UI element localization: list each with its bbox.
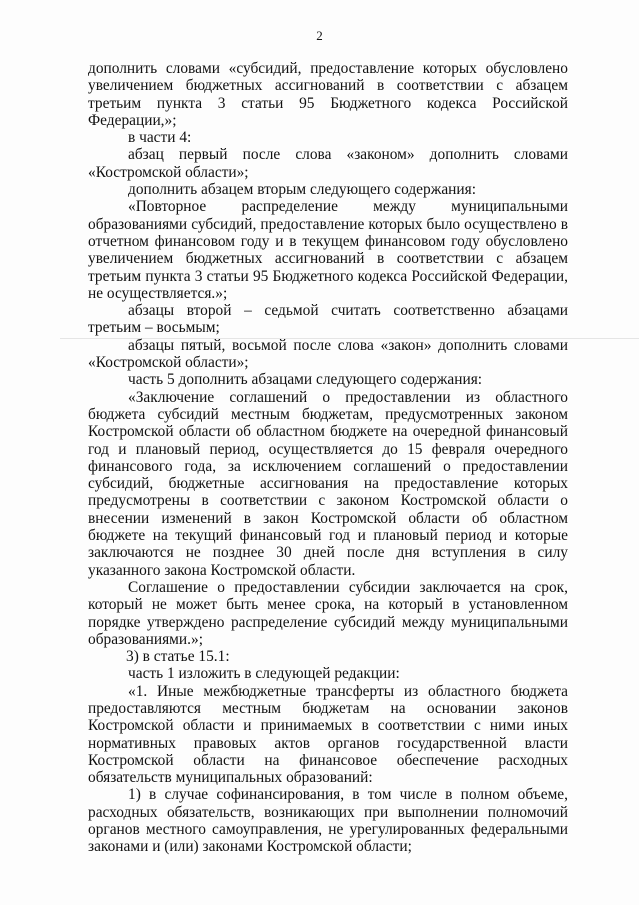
paragraph-11: 3) в статье 15.1:	[126, 648, 230, 666]
paragraph-2: в части 4:	[128, 129, 192, 147]
page-number: 2	[316, 28, 323, 43]
paragraph-6: абзацы второй – седьмой считать соответственно абзацами третьим – восьмым;	[88, 302, 568, 337]
paragraph-3: абзац первый после слова «законом» дополнить словами «Костромской области»;	[88, 146, 568, 181]
paragraph-14: 1) в случае софинансирования, в том числе в полном объеме, расходных обязательств, возникающих при выполнении полномочий органов местного самоуправления, не урегулированных федеральными законами и (или) законами Костромской области;	[88, 786, 568, 856]
paragraph-9: «Заключение соглашений о предоставлении из областного бюджета субсидий местным бюджетам, предусмотренных законом Костромской области об областном бюджете на очередной финансовый год и плановый период, осуществляется до 15 февраля очередного финансового года, за исключением соглашений о предоставлении субсидий, бюджетные ассигнования на предоставление которых предусмотрены в соответствии с законом Костромской области о внесении изменений в закон Костромской области об областном бюджете на текущий финансовый год и плановый период и которые заключаются не позднее 30 дней после дня вступления в силу указанного закона Костромской области.	[88, 388, 568, 579]
paragraph-8: часть 5 дополнить абзацами следующего содержания:	[128, 371, 483, 389]
paragraph-12: часть 1 изложить в следующей редакции:	[128, 665, 400, 683]
paragraph-1: дополнить словами «субсидий, предоставление которых обусловлено увеличением бюджетных ассигнований в соответствии с абзацем третьим пункта 3 статьи 95 Бюджетного кодекса Российской Федерации,»;	[88, 60, 568, 129]
paragraph-13: «1. Иные межбюджетные трансферты из областного бюджета предоставляются местным бюджетам на основании законов Костромской области и принимаемых в соответствии с ними иных нормативных правовых актов органов государственной власти Костромской области на финансовое обеспечение расходных обязательств муниципальных образований:	[88, 682, 568, 787]
paragraph-4: дополнить абзацем вторым следующего содержания:	[128, 181, 477, 199]
paragraph-7: абзацы пятый, восьмой после слова «закон» дополнить словами «Костромской области»;	[88, 336, 568, 372]
paragraph-5: «Повторное распределение между муниципальными образованиями субсидий, предоставление которых было осуществлено в отчетном финансовом году и в текущем финансовом году обусловлено увеличением бюджетных ассигнований в соответствии с абзацем третьим пункта 3 статьи 95 Бюджетного кодекса Российской Федерации, не осуществляется.»;	[88, 198, 568, 302]
document-body	[88, 60, 568, 856]
paragraph-10: Соглашение о предоставлении субсидии заключается на срок, который не может быть менее срока, на который в установленном порядке утверждено распределение субсидий между муниципальными образованиями.»;	[88, 578, 568, 648]
